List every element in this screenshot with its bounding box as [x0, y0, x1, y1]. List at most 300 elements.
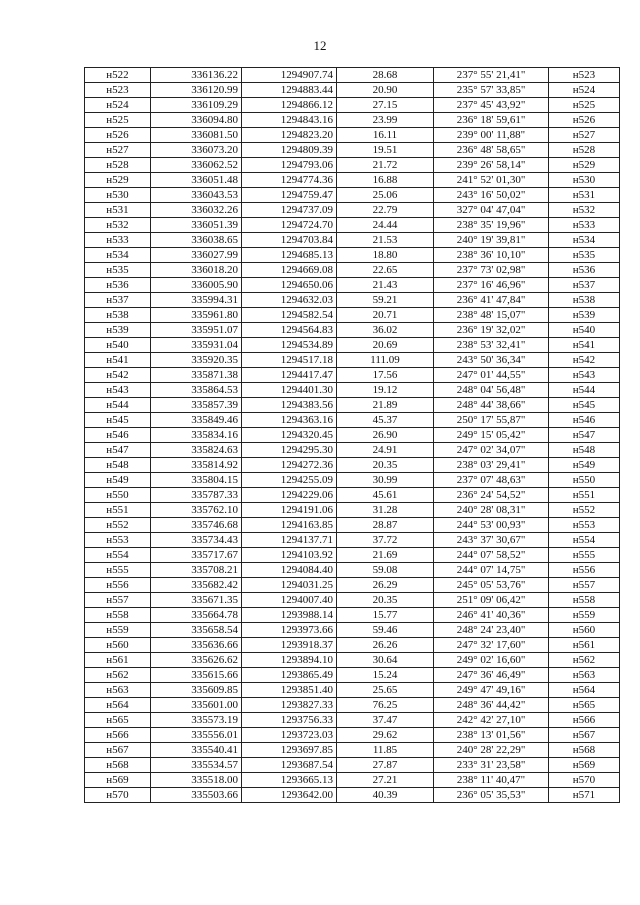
x-coordinate-cell: 335814.92 [151, 458, 242, 473]
x-coordinate-cell: 335951.07 [151, 323, 242, 338]
x-coordinate-cell: 335931.04 [151, 338, 242, 353]
table-row [85, 758, 620, 773]
distance-cell: 40.39 [337, 788, 434, 803]
distance-cell: 21.89 [337, 398, 434, 413]
point-from-cell: н552 [85, 518, 151, 533]
point-to-cell: н541 [549, 338, 620, 353]
x-coordinate-cell: 336032.26 [151, 203, 242, 218]
distance-cell: 111.09 [337, 353, 434, 368]
y-coordinate-cell: 1294084.40 [242, 563, 337, 578]
bearing-cell: 237° 55' 21,41" [434, 68, 549, 83]
bearing-cell: 238° 48' 15,07" [434, 308, 549, 323]
y-coordinate-cell: 1294685.13 [242, 248, 337, 263]
table-row [85, 488, 620, 503]
point-to-cell: н546 [549, 413, 620, 428]
point-from-cell: н547 [85, 443, 151, 458]
table-row [85, 788, 620, 803]
point-from-cell: н540 [85, 338, 151, 353]
table-row [85, 218, 620, 233]
bearing-cell: 240° 28' 22,29" [434, 743, 549, 758]
bearing-cell: 243° 50' 36,34" [434, 353, 549, 368]
bearing-cell: 251° 09' 06,42" [434, 593, 549, 608]
distance-cell: 22.65 [337, 263, 434, 278]
distance-cell: 25.65 [337, 683, 434, 698]
table-row [85, 338, 620, 353]
point-from-cell: н556 [85, 578, 151, 593]
distance-cell: 59.46 [337, 623, 434, 638]
point-to-cell: н531 [549, 188, 620, 203]
bearing-cell: 237° 45' 43,92" [434, 98, 549, 113]
bearing-cell: 249° 15' 05,42" [434, 428, 549, 443]
point-from-cell: н569 [85, 773, 151, 788]
bearing-cell: 247° 36' 46,49" [434, 668, 549, 683]
bearing-cell: 238° 11' 40,47" [434, 773, 549, 788]
table-row [85, 68, 620, 83]
y-coordinate-cell: 1293665.13 [242, 773, 337, 788]
distance-cell: 27.21 [337, 773, 434, 788]
y-coordinate-cell: 1294669.08 [242, 263, 337, 278]
point-to-cell: н534 [549, 233, 620, 248]
point-from-cell: н553 [85, 533, 151, 548]
point-from-cell: н558 [85, 608, 151, 623]
x-coordinate-cell: 335708.21 [151, 563, 242, 578]
table-row [85, 263, 620, 278]
distance-cell: 17.56 [337, 368, 434, 383]
bearing-cell: 248° 44' 38,66" [434, 398, 549, 413]
table-row [85, 533, 620, 548]
y-coordinate-cell: 1294320.45 [242, 428, 337, 443]
x-coordinate-cell: 336062.52 [151, 158, 242, 173]
point-to-cell: н529 [549, 158, 620, 173]
bearing-cell: 236° 41' 47,84" [434, 293, 549, 308]
y-coordinate-cell: 1293827.33 [242, 698, 337, 713]
point-from-cell: н568 [85, 758, 151, 773]
distance-cell: 26.29 [337, 578, 434, 593]
table-row [85, 98, 620, 113]
table-row [85, 698, 620, 713]
y-coordinate-cell: 1294401.30 [242, 383, 337, 398]
point-from-cell: н546 [85, 428, 151, 443]
point-to-cell: н542 [549, 353, 620, 368]
point-to-cell: н543 [549, 368, 620, 383]
distance-cell: 59.08 [337, 563, 434, 578]
bearing-cell: 236° 19' 32,02" [434, 323, 549, 338]
distance-cell: 45.61 [337, 488, 434, 503]
x-coordinate-cell: 336027.99 [151, 248, 242, 263]
point-from-cell: н528 [85, 158, 151, 173]
bearing-cell: 247° 01' 44,55" [434, 368, 549, 383]
distance-cell: 19.12 [337, 383, 434, 398]
distance-cell: 26.26 [337, 638, 434, 653]
distance-cell: 36.02 [337, 323, 434, 338]
distance-cell: 20.35 [337, 458, 434, 473]
table-row [85, 503, 620, 518]
y-coordinate-cell: 1294809.39 [242, 143, 337, 158]
y-coordinate-cell: 1293973.66 [242, 623, 337, 638]
distance-cell: 24.44 [337, 218, 434, 233]
point-to-cell: н560 [549, 623, 620, 638]
point-to-cell: н565 [549, 698, 620, 713]
x-coordinate-cell: 336051.39 [151, 218, 242, 233]
y-coordinate-cell: 1294774.36 [242, 173, 337, 188]
distance-cell: 59.21 [337, 293, 434, 308]
x-coordinate-cell: 335636.66 [151, 638, 242, 653]
point-from-cell: н533 [85, 233, 151, 248]
x-coordinate-cell: 335626.62 [151, 653, 242, 668]
table-row [85, 608, 620, 623]
y-coordinate-cell: 1293851.40 [242, 683, 337, 698]
x-coordinate-cell: 335534.57 [151, 758, 242, 773]
point-from-cell: н543 [85, 383, 151, 398]
point-from-cell: н542 [85, 368, 151, 383]
y-coordinate-cell: 1293865.49 [242, 668, 337, 683]
bearing-cell: 327° 04' 47,04" [434, 203, 549, 218]
point-to-cell: н547 [549, 428, 620, 443]
y-coordinate-cell: 1294650.06 [242, 278, 337, 293]
point-from-cell: н549 [85, 473, 151, 488]
x-coordinate-cell: 335804.15 [151, 473, 242, 488]
point-from-cell: н539 [85, 323, 151, 338]
bearing-cell: 245° 05' 53,76" [434, 578, 549, 593]
point-to-cell: н559 [549, 608, 620, 623]
table-row [85, 353, 620, 368]
point-from-cell: н538 [85, 308, 151, 323]
y-coordinate-cell: 1294534.89 [242, 338, 337, 353]
table-row [85, 443, 620, 458]
table-row [85, 383, 620, 398]
distance-cell: 18.80 [337, 248, 434, 263]
x-coordinate-cell: 336081.50 [151, 128, 242, 143]
distance-cell: 76.25 [337, 698, 434, 713]
y-coordinate-cell: 1293756.33 [242, 713, 337, 728]
point-to-cell: н525 [549, 98, 620, 113]
distance-cell: 21.69 [337, 548, 434, 563]
point-from-cell: н544 [85, 398, 151, 413]
table-row [85, 578, 620, 593]
x-coordinate-cell: 336038.65 [151, 233, 242, 248]
bearing-cell: 243° 37' 30,67" [434, 533, 549, 548]
table-row [85, 713, 620, 728]
bearing-cell: 248° 04' 56,48" [434, 383, 549, 398]
table-row [85, 428, 620, 443]
table-row [85, 188, 620, 203]
table-row [85, 368, 620, 383]
bearing-cell: 247° 32' 17,60" [434, 638, 549, 653]
table-row [85, 173, 620, 188]
bearing-cell: 236° 48' 58,65" [434, 143, 549, 158]
distance-cell: 45.37 [337, 413, 434, 428]
x-coordinate-cell: 335682.42 [151, 578, 242, 593]
point-to-cell: н537 [549, 278, 620, 293]
y-coordinate-cell: 1293988.14 [242, 608, 337, 623]
distance-cell: 15.24 [337, 668, 434, 683]
y-coordinate-cell: 1294907.74 [242, 68, 337, 83]
table-row [85, 473, 620, 488]
point-from-cell: н523 [85, 83, 151, 98]
point-to-cell: н569 [549, 758, 620, 773]
y-coordinate-cell: 1294363.16 [242, 413, 337, 428]
coordinates-table [84, 67, 620, 803]
bearing-cell: 247° 02' 34,07" [434, 443, 549, 458]
y-coordinate-cell: 1294229.06 [242, 488, 337, 503]
bearing-cell: 236° 05' 35,53" [434, 788, 549, 803]
table-row [85, 683, 620, 698]
y-coordinate-cell: 1294793.06 [242, 158, 337, 173]
point-from-cell: н522 [85, 68, 151, 83]
y-coordinate-cell: 1294724.70 [242, 218, 337, 233]
point-to-cell: н555 [549, 548, 620, 563]
distance-cell: 37.72 [337, 533, 434, 548]
table-row [85, 638, 620, 653]
table-row [85, 548, 620, 563]
table-row [85, 413, 620, 428]
point-from-cell: н554 [85, 548, 151, 563]
bearing-cell: 240° 19' 39,81" [434, 233, 549, 248]
y-coordinate-cell: 1294272.36 [242, 458, 337, 473]
point-from-cell: н525 [85, 113, 151, 128]
y-coordinate-cell: 1294703.84 [242, 233, 337, 248]
distance-cell: 30.99 [337, 473, 434, 488]
distance-cell: 15.77 [337, 608, 434, 623]
point-from-cell: н532 [85, 218, 151, 233]
point-from-cell: н559 [85, 623, 151, 638]
x-coordinate-cell: 335664.78 [151, 608, 242, 623]
bearing-cell: 236° 18' 59,61" [434, 113, 549, 128]
y-coordinate-cell: 1294417.47 [242, 368, 337, 383]
distance-cell: 28.68 [337, 68, 434, 83]
point-to-cell: н535 [549, 248, 620, 263]
point-to-cell: н556 [549, 563, 620, 578]
x-coordinate-cell: 335601.00 [151, 698, 242, 713]
distance-cell: 31.28 [337, 503, 434, 518]
point-to-cell: н568 [549, 743, 620, 758]
x-coordinate-cell: 336136.22 [151, 68, 242, 83]
x-coordinate-cell: 335864.53 [151, 383, 242, 398]
y-coordinate-cell: 1293894.10 [242, 653, 337, 668]
table-row [85, 773, 620, 788]
y-coordinate-cell: 1294517.18 [242, 353, 337, 368]
y-coordinate-cell: 1294191.06 [242, 503, 337, 518]
point-to-cell: н563 [549, 668, 620, 683]
point-from-cell: н529 [85, 173, 151, 188]
y-coordinate-cell: 1294383.56 [242, 398, 337, 413]
table-row [85, 128, 620, 143]
point-from-cell: н555 [85, 563, 151, 578]
bearing-cell: 239° 00' 11,88" [434, 128, 549, 143]
bearing-cell: 238° 13' 01,56" [434, 728, 549, 743]
point-from-cell: н565 [85, 713, 151, 728]
table-row [85, 728, 620, 743]
distance-cell: 20.90 [337, 83, 434, 98]
bearing-cell: 248° 36' 44,42" [434, 698, 549, 713]
point-to-cell: н554 [549, 533, 620, 548]
table-row [85, 203, 620, 218]
table-row [85, 743, 620, 758]
distance-cell: 23.99 [337, 113, 434, 128]
point-to-cell: н558 [549, 593, 620, 608]
point-to-cell: н562 [549, 653, 620, 668]
bearing-cell: 244° 07' 58,52" [434, 548, 549, 563]
distance-cell: 22.79 [337, 203, 434, 218]
point-to-cell: н553 [549, 518, 620, 533]
bearing-cell: 235° 57' 33,85" [434, 83, 549, 98]
x-coordinate-cell: 335734.43 [151, 533, 242, 548]
point-to-cell: н523 [549, 68, 620, 83]
distance-cell: 16.88 [337, 173, 434, 188]
x-coordinate-cell: 335920.35 [151, 353, 242, 368]
table-row [85, 293, 620, 308]
point-to-cell: н548 [549, 443, 620, 458]
y-coordinate-cell: 1294255.09 [242, 473, 337, 488]
distance-cell: 21.43 [337, 278, 434, 293]
table-row [85, 518, 620, 533]
distance-cell: 21.72 [337, 158, 434, 173]
point-to-cell: н571 [549, 788, 620, 803]
y-coordinate-cell: 1293697.85 [242, 743, 337, 758]
bearing-cell: 239° 26' 58,14" [434, 158, 549, 173]
point-from-cell: н566 [85, 728, 151, 743]
coordinates-table-body [85, 68, 620, 803]
point-from-cell: н570 [85, 788, 151, 803]
point-to-cell: н532 [549, 203, 620, 218]
point-to-cell: н551 [549, 488, 620, 503]
table-row [85, 458, 620, 473]
table-row [85, 668, 620, 683]
point-from-cell: н560 [85, 638, 151, 653]
point-from-cell: н564 [85, 698, 151, 713]
y-coordinate-cell: 1294007.40 [242, 593, 337, 608]
x-coordinate-cell: 335762.10 [151, 503, 242, 518]
y-coordinate-cell: 1294163.85 [242, 518, 337, 533]
bearing-cell: 238° 36' 10,10" [434, 248, 549, 263]
x-coordinate-cell: 335787.33 [151, 488, 242, 503]
point-to-cell: н540 [549, 323, 620, 338]
x-coordinate-cell: 336073.20 [151, 143, 242, 158]
point-from-cell: н550 [85, 488, 151, 503]
x-coordinate-cell: 335857.39 [151, 398, 242, 413]
bearing-cell: 243° 16' 50,02" [434, 188, 549, 203]
bearing-cell: 238° 53' 32,41" [434, 338, 549, 353]
page-number: 12 [313, 38, 327, 53]
x-coordinate-cell: 335658.54 [151, 623, 242, 638]
bearing-cell: 238° 35' 19,96" [434, 218, 549, 233]
point-to-cell: н533 [549, 218, 620, 233]
point-from-cell: н548 [85, 458, 151, 473]
x-coordinate-cell: 335871.38 [151, 368, 242, 383]
distance-cell: 28.87 [337, 518, 434, 533]
y-coordinate-cell: 1294866.12 [242, 98, 337, 113]
x-coordinate-cell: 335717.67 [151, 548, 242, 563]
x-coordinate-cell: 335994.31 [151, 293, 242, 308]
x-coordinate-cell: 336018.20 [151, 263, 242, 278]
distance-cell: 29.62 [337, 728, 434, 743]
x-coordinate-cell: 335615.66 [151, 668, 242, 683]
y-coordinate-cell: 1294137.71 [242, 533, 337, 548]
table-row [85, 278, 620, 293]
bearing-cell: 240° 28' 08,31" [434, 503, 549, 518]
distance-cell: 26.90 [337, 428, 434, 443]
distance-cell: 24.91 [337, 443, 434, 458]
y-coordinate-cell: 1294843.16 [242, 113, 337, 128]
point-to-cell: н567 [549, 728, 620, 743]
point-from-cell: н557 [85, 593, 151, 608]
x-coordinate-cell: 336005.90 [151, 278, 242, 293]
point-to-cell: н545 [549, 398, 620, 413]
x-coordinate-cell: 335540.41 [151, 743, 242, 758]
distance-cell: 20.69 [337, 338, 434, 353]
y-coordinate-cell: 1293723.03 [242, 728, 337, 743]
distance-cell: 27.87 [337, 758, 434, 773]
point-to-cell: н550 [549, 473, 620, 488]
point-to-cell: н566 [549, 713, 620, 728]
x-coordinate-cell: 336043.53 [151, 188, 242, 203]
distance-cell: 20.35 [337, 593, 434, 608]
distance-cell: 11.85 [337, 743, 434, 758]
x-coordinate-cell: 335573.19 [151, 713, 242, 728]
distance-cell: 21.53 [337, 233, 434, 248]
x-coordinate-cell: 335746.68 [151, 518, 242, 533]
point-to-cell: н536 [549, 263, 620, 278]
y-coordinate-cell: 1294582.54 [242, 308, 337, 323]
point-from-cell: н541 [85, 353, 151, 368]
y-coordinate-cell: 1294031.25 [242, 578, 337, 593]
x-coordinate-cell: 335961.80 [151, 308, 242, 323]
x-coordinate-cell: 335824.63 [151, 443, 242, 458]
bearing-cell: 242° 42' 27,10" [434, 713, 549, 728]
table-row [85, 623, 620, 638]
x-coordinate-cell: 335503.66 [151, 788, 242, 803]
point-from-cell: н526 [85, 128, 151, 143]
table-row [85, 398, 620, 413]
point-from-cell: н535 [85, 263, 151, 278]
y-coordinate-cell: 1294823.20 [242, 128, 337, 143]
distance-cell: 25.06 [337, 188, 434, 203]
distance-cell: 37.47 [337, 713, 434, 728]
point-from-cell: н567 [85, 743, 151, 758]
table-row [85, 563, 620, 578]
bearing-cell: 233° 31' 23,58" [434, 758, 549, 773]
point-to-cell: н528 [549, 143, 620, 158]
table-row [85, 323, 620, 338]
bearing-cell: 249° 47' 49,16" [434, 683, 549, 698]
table-row [85, 308, 620, 323]
table-row [85, 158, 620, 173]
point-from-cell: н536 [85, 278, 151, 293]
table-row [85, 83, 620, 98]
x-coordinate-cell: 336051.48 [151, 173, 242, 188]
table-row [85, 593, 620, 608]
y-coordinate-cell: 1294883.44 [242, 83, 337, 98]
point-to-cell: н526 [549, 113, 620, 128]
y-coordinate-cell: 1294737.09 [242, 203, 337, 218]
table-row [85, 653, 620, 668]
point-from-cell: н524 [85, 98, 151, 113]
table-row [85, 113, 620, 128]
bearing-cell: 236° 24' 54,52" [434, 488, 549, 503]
point-to-cell: н524 [549, 83, 620, 98]
y-coordinate-cell: 1294632.03 [242, 293, 337, 308]
point-to-cell: н527 [549, 128, 620, 143]
point-to-cell: н561 [549, 638, 620, 653]
point-to-cell: н539 [549, 308, 620, 323]
point-to-cell: н530 [549, 173, 620, 188]
y-coordinate-cell: 1294564.83 [242, 323, 337, 338]
bearing-cell: 248° 24' 23,40" [434, 623, 549, 638]
point-to-cell: н570 [549, 773, 620, 788]
x-coordinate-cell: 335556.01 [151, 728, 242, 743]
point-to-cell: н552 [549, 503, 620, 518]
distance-cell: 27.15 [337, 98, 434, 113]
